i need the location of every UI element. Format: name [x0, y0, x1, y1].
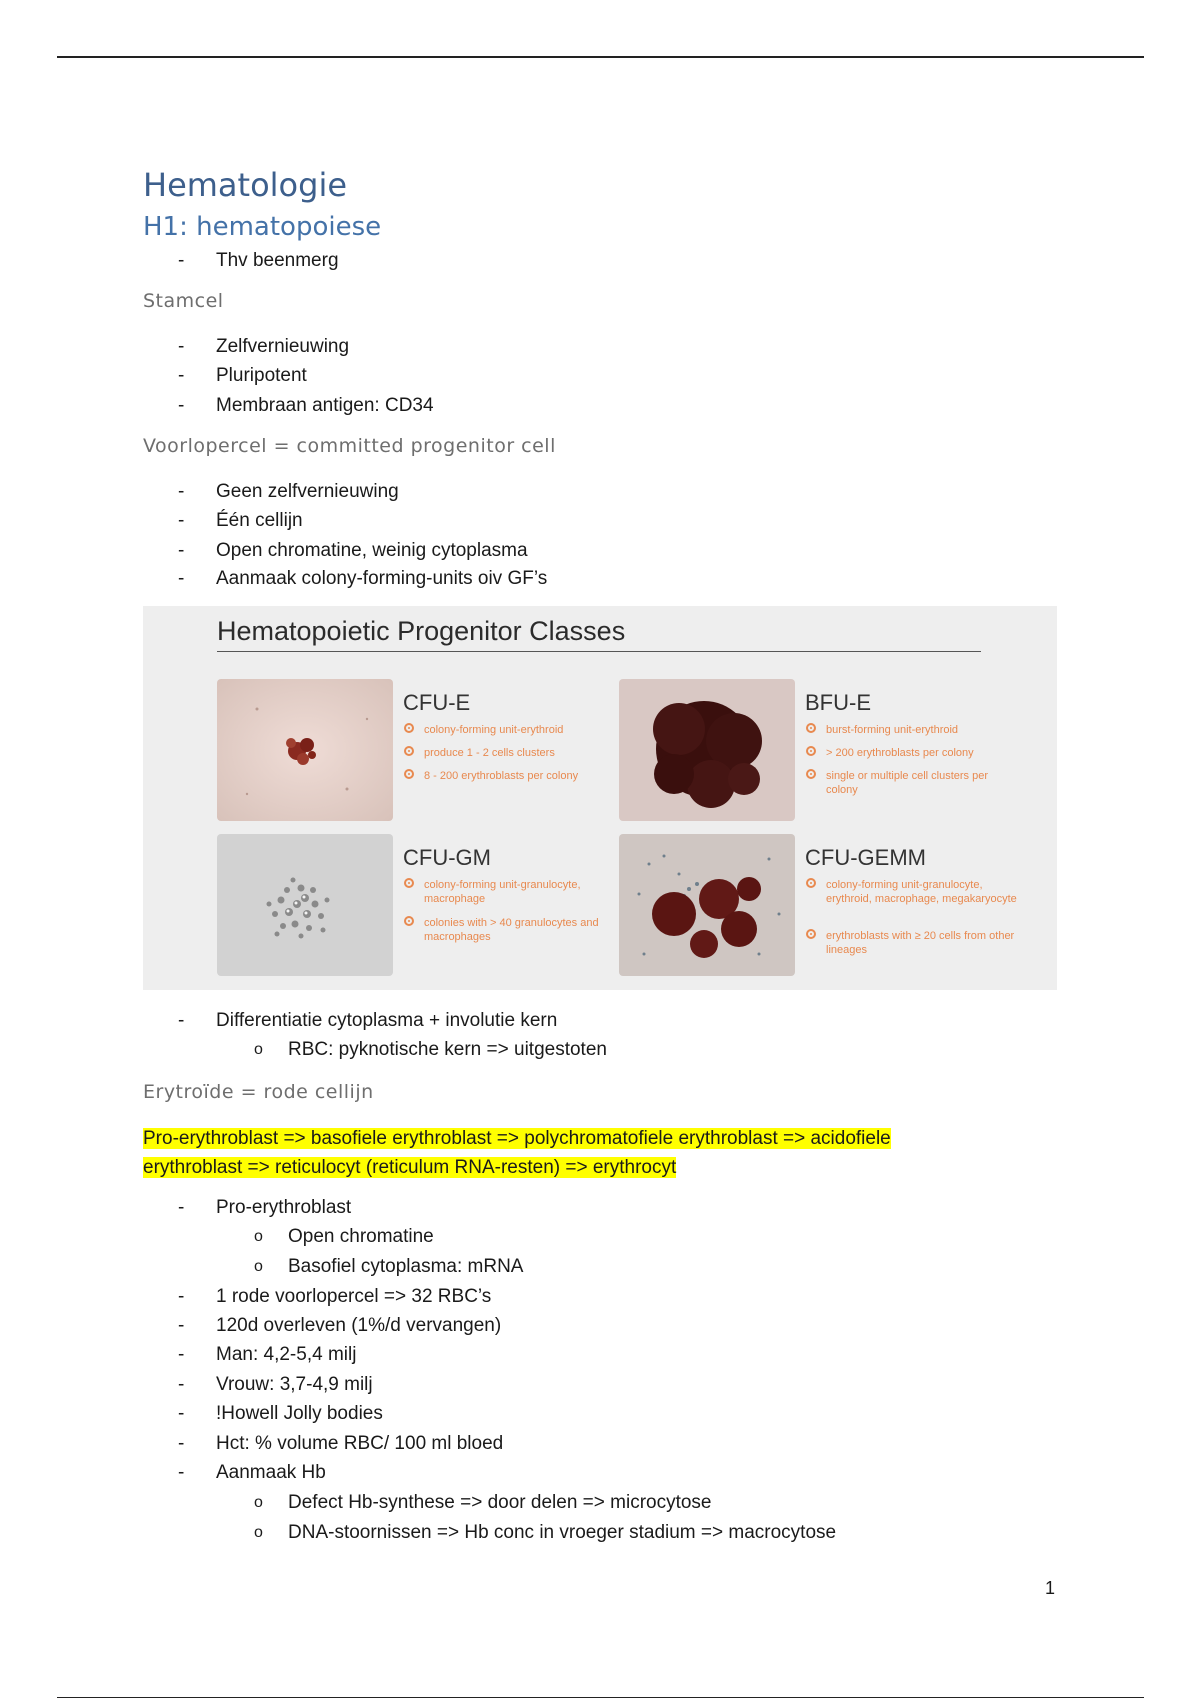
bullet-target-icon	[404, 746, 414, 756]
bullet-target-icon	[806, 746, 816, 756]
list-item: - !Howell Jolly bodies	[178, 1403, 383, 1424]
list-item: - Geen zelfvernieuwing	[178, 481, 399, 502]
list-item: - Pro-erythroblast	[178, 1197, 352, 1218]
list-item: - 1 rode voorlopercel => 32 RBC’s	[178, 1286, 492, 1307]
document-title: Hematologie	[143, 166, 348, 204]
panel-item: colony-forming unit-granulocyte, erythroid, macrophage, megakaryocyte	[826, 878, 1026, 906]
cfu-gm-micrograph	[217, 834, 393, 976]
panel-item: 8 - 200 erythroblasts per colony	[424, 769, 578, 783]
list-item: - Membraan antigen: CD34	[178, 395, 434, 416]
list-item: - 120d overleven (1%/d vervangen)	[178, 1315, 502, 1336]
panel-name-cfu-gemm: CFU-GEMM	[805, 845, 926, 870]
section-heading-stamcel: Stamcel	[143, 290, 224, 312]
bullet-target-icon	[404, 769, 414, 779]
cfu-e-micrograph	[217, 679, 393, 821]
panel-item: colonies with > 40 granulocytes and macrophages	[424, 916, 614, 944]
panel-item: burst-forming unit-erythroid	[826, 723, 958, 737]
list-subitem: o Open chromatine	[254, 1226, 434, 1247]
panel-item: single or multiple cell clusters per colony	[826, 769, 1016, 797]
list-item: - Zelfvernieuwing	[178, 336, 350, 357]
panel-name-bfu-e: BFU-E	[805, 690, 871, 715]
list-item: - Vrouw: 3,7-4,9 milj	[178, 1374, 373, 1395]
panel-item: colony-forming unit-granulocyte, macrophage	[424, 878, 614, 906]
list-item: - Aanmaak Hb	[178, 1462, 326, 1483]
footer-rule	[57, 1697, 1144, 1698]
panel-name-cfu-gm: CFU-GM	[403, 845, 491, 870]
section-heading-voorlopercel: Voorlopercel = committed progenitor cell	[143, 435, 556, 457]
list-item: - Open chromatine, weinig cytoplasma	[178, 540, 528, 561]
header-rule	[57, 56, 1144, 58]
figure-title-rule	[217, 651, 981, 652]
panel-item: erythroblasts with ≥ 20 cells from other lineages	[826, 929, 1026, 957]
list-item: - Man: 4,2-5,4 milj	[178, 1344, 357, 1365]
list-subitem: o Defect Hb-synthese => door delen => microcytose	[254, 1492, 712, 1513]
list-item: - Aanmaak colony-forming-units oiv GF’s	[178, 568, 548, 589]
list-subitem: o Basofiel cytoplasma: mRNA	[254, 1256, 524, 1277]
bullet-target-icon	[806, 769, 816, 779]
section-heading-erytroide: Erytroïde = rode cellijn	[143, 1081, 374, 1103]
figure-title: Hematopoietic Progenitor Classes	[217, 616, 626, 646]
bullet-target-icon	[404, 878, 414, 888]
progenitor-classes-figure	[143, 606, 1057, 990]
chapter-heading: H1: hematopoiese	[143, 212, 382, 242]
bullet-target-icon	[404, 723, 414, 733]
panel-name-cfu-e: CFU-E	[403, 690, 471, 715]
list-subitem: o DNA-stoornissen => Hb conc in vroeger stadium => macrocytose	[254, 1522, 837, 1543]
list-item: - Differentiatie cytoplasma + involutie kern	[178, 1010, 558, 1031]
list-subitem: o RBC: pyknotische kern => uitgestoten	[254, 1039, 607, 1060]
cfu-gemm-micrograph	[619, 834, 795, 976]
list-item: - Thv beenmerg	[178, 250, 339, 271]
bullet-target-icon	[806, 723, 816, 733]
bullet-target-icon	[404, 916, 414, 926]
list-item: - Hct: % volume RBC/ 100 ml bloed	[178, 1433, 504, 1454]
highlighted-sequence: Pro-erythroblast => basofiele erythroblast => polychromatofiele erythroblast => acidofiele erythroblast => reticulocyt (reticulum RNA-resten) => erythrocyt	[143, 1128, 891, 1178]
bullet-target-icon	[806, 929, 816, 939]
panel-item: colony-forming unit-erythroid	[424, 723, 563, 737]
bfu-e-micrograph	[619, 679, 795, 821]
list-item: - Pluripotent	[178, 365, 307, 386]
page-number: 1	[1045, 1578, 1056, 1598]
panel-item: produce 1 - 2 cells clusters	[424, 746, 555, 760]
list-item: - Één cellijn	[178, 510, 303, 531]
panel-item: > 200 erythroblasts per colony	[826, 746, 974, 760]
bullet-target-icon	[806, 878, 816, 888]
